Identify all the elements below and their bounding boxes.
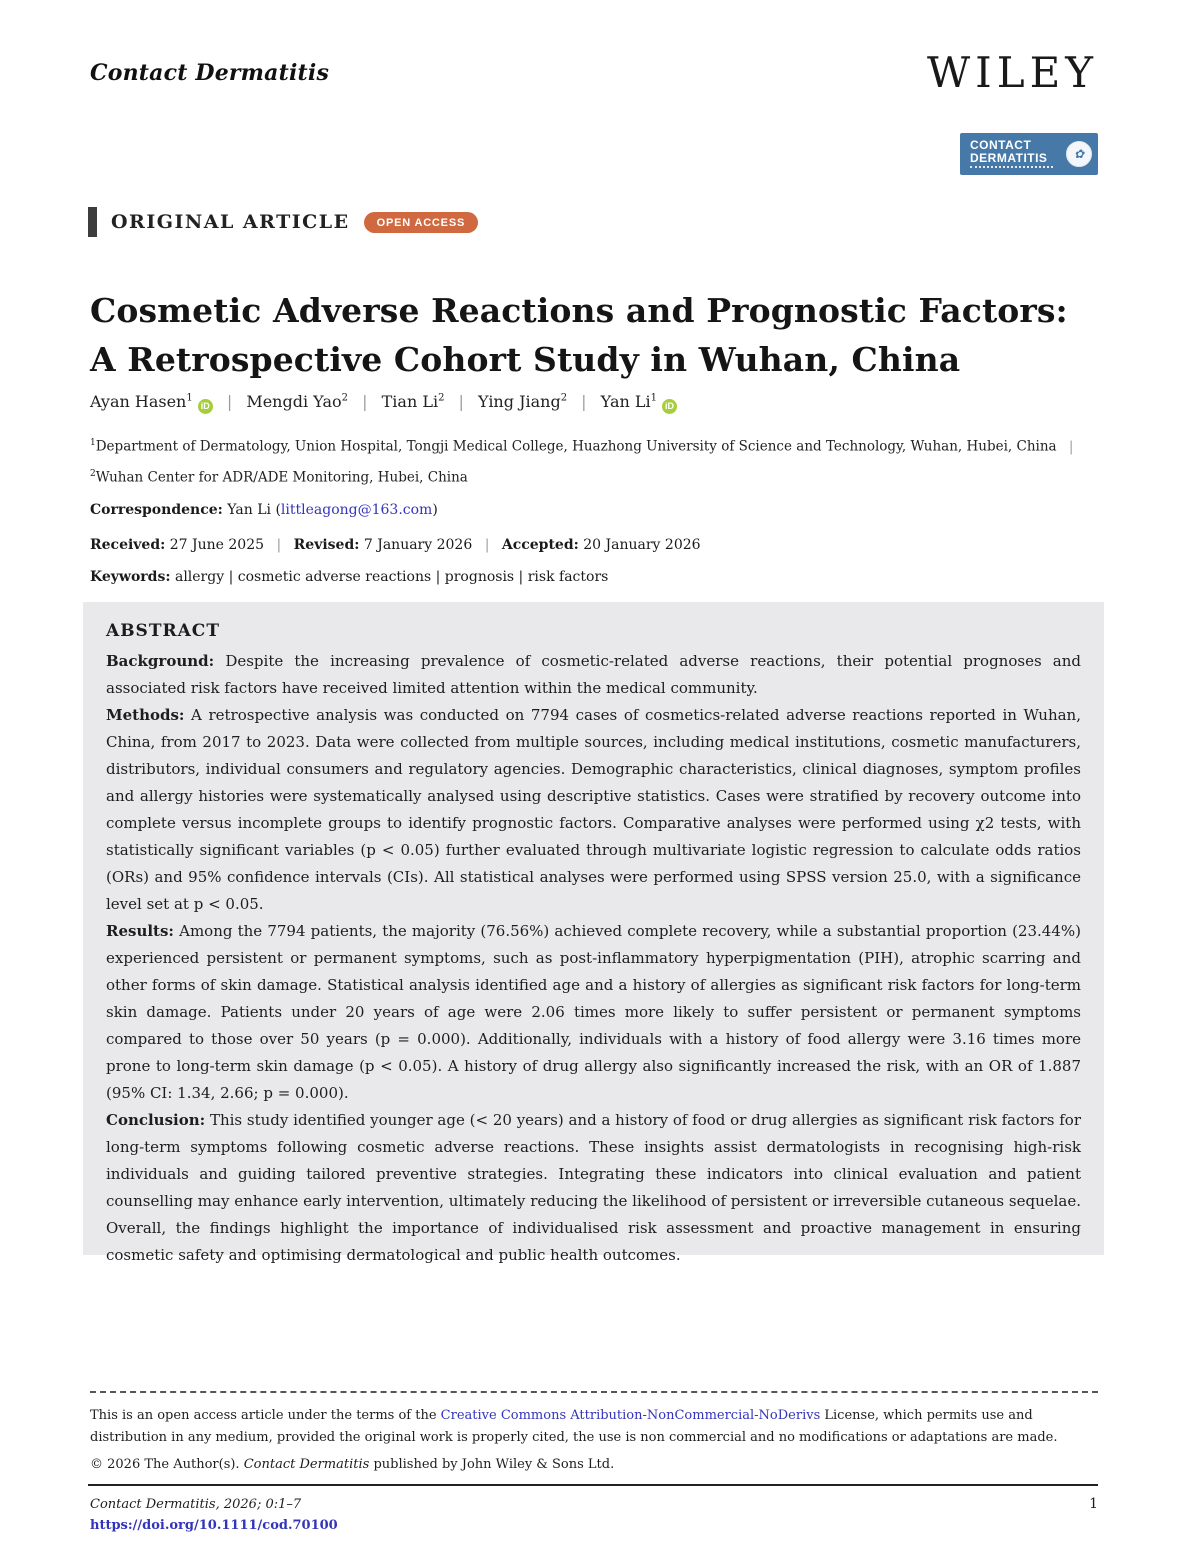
journal-citation: Contact Dermatitis, 2026; 0:1–7 (90, 1497, 302, 1512)
journal-name: Contact Dermatitis (90, 60, 330, 86)
copyright-journal-name: Contact Dermatitis (243, 1457, 370, 1472)
author-separator: | (581, 392, 587, 411)
affiliations (90, 430, 1116, 491)
abstract-results-label: Results: (106, 922, 174, 940)
footer-citation-row (90, 1494, 1098, 1536)
author-name: Mengdi Yao$^2$ (246, 392, 349, 411)
abstract-background: Background: Despite the increasing prevalence of cosmetic-related adverse reactions, their potential prognoses and associated risk factors have received limited attention within the medical community. (106, 652, 1081, 697)
journal-badge-subtitle (970, 166, 1053, 169)
citation-block (90, 1494, 338, 1536)
received-label: Received: (90, 537, 166, 553)
license-footnote (90, 1391, 1098, 1476)
correspondence-email-link[interactable]: littleagong@163.com (280, 502, 433, 518)
correspondence-close: ) (432, 502, 438, 518)
author-name: Yan Li$^1$iD (601, 392, 677, 411)
doi-link[interactable]: https://doi.org/10.1111/cod.70100 (90, 1518, 338, 1533)
abstract-methods-label: Methods: (106, 706, 185, 724)
wiley-logo: WILEY (926, 48, 1098, 97)
journal-badge-line2: DERMATITIS (970, 150, 1048, 165)
affiliation-sup: 2 (90, 468, 96, 479)
abstract-conclusion-label: Conclusion: (106, 1111, 206, 1129)
accepted-date: 20 January 2026 (578, 537, 701, 553)
abstract-background-label: Background: (106, 652, 215, 670)
article-title-line1: Cosmetic Adverse Reactions and Prognostic Factors: (90, 291, 1068, 330)
date-separator: | (276, 537, 282, 553)
abstract-heading: ABSTRACT (106, 621, 220, 641)
license-post: License, which permits use and distribution in any medium, provided the original work is properly cited, the use is non commercial and no modifications or adaptations are made. (90, 1408, 1058, 1445)
license-text (90, 1405, 1098, 1449)
affiliation-text: Wuhan Center for ADR/ADE Monitoring, Hubei, China (95, 469, 468, 485)
abstract-box (83, 602, 1104, 1264)
author-separator: | (362, 392, 368, 411)
received-date: 27 June 2025 (165, 537, 265, 553)
affiliation-sup: 1 (90, 438, 96, 448)
copyright-pre: © 2026 The Author(s). (90, 1457, 244, 1472)
affiliation-text: Department of Dermatology, Union Hospital, Tongji Medical College, Huazhong University of Science and Technology, Wuhan, Hubei, China (95, 438, 1057, 455)
section-marker-bar (88, 207, 97, 237)
author-name: Tian Li$^2$ (381, 392, 445, 411)
affiliation-separator: | (1068, 438, 1074, 455)
page-header (90, 48, 1098, 97)
article-title (90, 286, 1106, 384)
keywords-value: allergy | cosmetic adverse reactions | prognosis | risk factors (170, 569, 609, 585)
correspondence-label: Correspondence: (90, 502, 223, 518)
orcid-icon[interactable]: iD (662, 399, 677, 414)
copyright-line (90, 1454, 1098, 1476)
author-separator: | (226, 392, 233, 411)
accepted-label: Accepted: (501, 537, 579, 553)
copyright-post: published by John Wiley & Sons Ltd. (369, 1457, 615, 1472)
keywords-label: Keywords: (90, 569, 171, 585)
journal-logo-icon: ✿ (1066, 141, 1092, 167)
date-separator: | (484, 537, 490, 553)
orcid-icon[interactable]: iD (198, 399, 213, 414)
author-name: Ayan Hasen$^1$iD (90, 392, 213, 411)
open-access-badge: OPEN ACCESS (364, 212, 478, 233)
journal-badge-text (970, 139, 1060, 169)
article-title-line2: A Retrospective Cohort Study in Wuhan, China (90, 340, 961, 379)
footer-rule (88, 1484, 1098, 1486)
keywords-line (90, 569, 1096, 585)
article-type-label: ORIGINAL ARTICLE (111, 211, 350, 233)
revised-label: Revised: (293, 537, 360, 553)
correspondence-line (90, 502, 1096, 518)
author-list (90, 392, 1096, 414)
history-dates-line (90, 537, 1096, 553)
author-separator: | (458, 392, 464, 411)
article-type-row (88, 207, 478, 237)
journal-badge-line1: CONTACT (970, 137, 1032, 152)
correspondence-name: Yan Li ( (222, 502, 281, 518)
abstract-conclusion: Conclusion: This study identified younger age (< 20 years) and a history of food or drug allergies as significant risk factors for long-term symptoms following cosmetic adverse reactions. These insights assist dermatologists in recognising high-risk individuals and guiding tailored preventive strategies. Integrating these indicators into clinical evaluation and patient counselling may enhance early intervention, ultimately reducing the likelihood of persistent or irreversible cutaneous sequelae. Overall, the findings highlight the importance of individualised risk assessment and proactive management in ensuring cosmetic safety and optimising dermatological and public health outcomes. (106, 1111, 1081, 1264)
creative-commons-license-link[interactable]: Creative Commons Attribution-NonCommercial-NoDerivs (440, 1408, 821, 1423)
author-name: Ying Jiang$^2$ (478, 392, 568, 411)
abstract-methods: Methods: A retrospective analysis was conducted on 7794 cases of cosmetics-related adverse reactions reported in Wuhan, China, from 2017 to 2023. Data were collected from multiple sources, including medical institutions, cosmetic manufacturers, distributors, individual consumers and regulatory agencies. Demographic characteristics, clinical diagnoses, symptom profiles and allergy histories were systematically analysed using descriptive statistics. Cases were stratified by recovery outcome into complete versus incomplete groups to identify prognostic factors. Comparative analyses were performed using χ2 tests, with statistically significant variables (p < 0.05) further evaluated through multivariate logistic regression to calculate odds ratios (ORs) and 95% confidence intervals (CIs). All statistical analyses were performed using SPSS version 25.0, with a significance level set at p < 0.05. (106, 706, 1081, 913)
page-number: 1 (1089, 1496, 1098, 1512)
abstract-results: Results: Among the 7794 patients, the majority (76.56%) achieved complete recovery, while a substantial proportion (23.44%) experienced persistent or permanent symptoms, such as post-inflammatory hyperpigmentation (PIH), atrophic scarring and other forms of skin damage. Statistical analysis identified age and a history of allergies as significant risk factors for long-term skin damage. Patients under 20 years of age were 2.06 times more likely to suffer persistent or permanent symptoms compared to those over 50 years (p = 0.000). Additionally, individuals with a history of food allergy were 3.16 times more prone to long-term skin damage (p < 0.05). A history of drug allergy also significantly increased the risk, with an OR of 1.887 (95% CI: 1.34, 2.66; p = 0.000). (106, 922, 1081, 1102)
license-pre: This is an open access article under the terms of the (90, 1408, 441, 1423)
revised-date: 7 January 2026 (359, 537, 473, 553)
journal-cover-badge (960, 133, 1098, 175)
